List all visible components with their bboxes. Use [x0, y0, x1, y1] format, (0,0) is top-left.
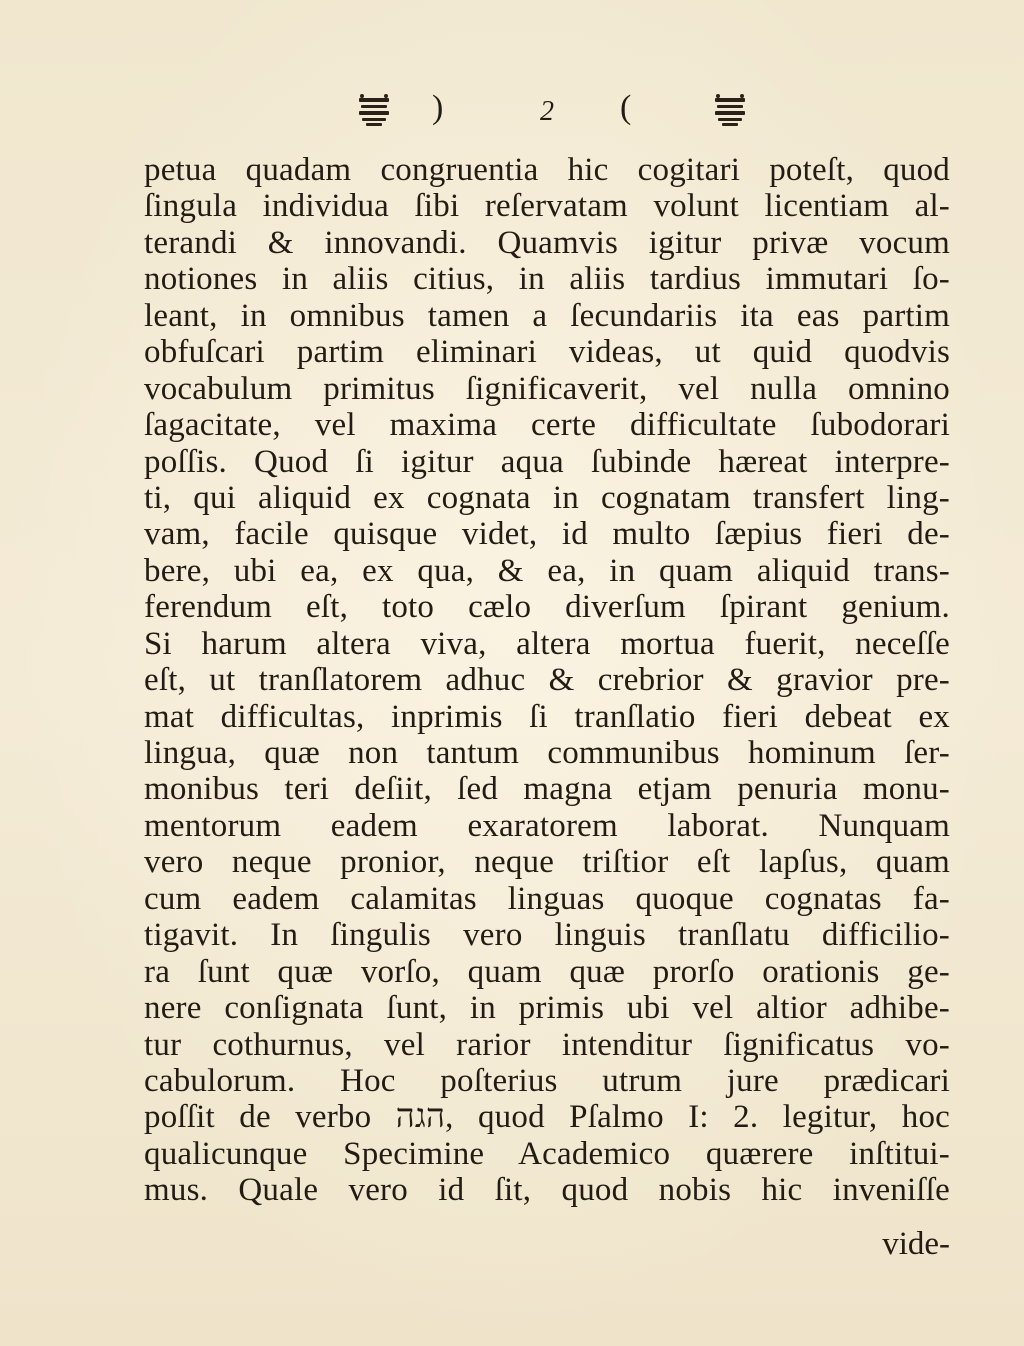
- text-line: poſſit de verbo הגה, quod Pſalmo I: 2. legitur, hoc: [144, 1099, 950, 1136]
- text-line: terandi & innovandi. Quamvis igitur privæ vocum: [144, 224, 950, 261]
- body-text: [144, 152, 950, 1209]
- text-line: vero neque pronior, neque triſtior eſt lapſus, quam: [144, 844, 950, 881]
- text-line: ſingula individua ſibi reſervatam volunt licentiam al-: [144, 188, 950, 225]
- text-line: vam, facile quisque videt, id multo ſæpius fieri de-: [144, 516, 950, 553]
- text-line: qualicunque Specimine Academico quærere inſtitui-: [144, 1135, 950, 1172]
- text-line: bere, ubi ea, ex qua, & ea, in quam aliquid trans-: [144, 552, 950, 589]
- text-line: tur cothurnus, vel rarior intenditur ſignificatus vo-: [144, 1026, 950, 1063]
- text-line: notiones in aliis citius, in aliis tardius immutari ſo-: [144, 261, 950, 298]
- text-line: leant, in omnibus tamen a ſecundariis ita eas partim: [144, 297, 950, 334]
- text-line: mus. Quale vero id ſit, quod nobis hic inveniſſe: [144, 1172, 950, 1209]
- text-line: ti, qui aliquid ex cognata in cognatam transfert ling-: [144, 479, 950, 516]
- text-line: mat difficultas, inprimis ſi tranſlatio fieri debeat ex: [144, 698, 950, 735]
- page-number: 2: [540, 96, 554, 127]
- text-line: obfuſcari partim eliminari videas, ut quid quodvis: [144, 334, 950, 371]
- fleuron-ornament-icon: [356, 94, 392, 128]
- text-line: mentorum eadem exaratorem laborat. Nunquam: [144, 807, 950, 844]
- text-line: lingua, quæ non tantum communibus hominum ſer-: [144, 735, 950, 771]
- catchword: vide-: [882, 1226, 950, 1262]
- text-line: poſſis. Quod ſi igitur aqua ſubinde hæreat interpre-: [144, 443, 950, 480]
- text-line: eſt, ut tranſlatorem adhuc & crebrior & gravior pre-: [144, 662, 950, 699]
- text-line: monibus teri deſiit, ſed magna etjam penuria monu-: [144, 771, 950, 808]
- text-line: cum eadem calamitas linguas quoque cognatas fa-: [144, 880, 950, 917]
- text-line: ferendum eſt, toto cælo diverſum ſpirant genium.: [144, 589, 950, 626]
- header-paren-left: ): [432, 89, 444, 126]
- text-line: ſagacitate, vel maxima certe difficultate ſubodorari: [144, 407, 950, 444]
- text-line: cabulorum. Hoc poſterius utrum jure prædicari: [144, 1062, 950, 1099]
- text-line: nere conſignata ſunt, in primis ubi vel altior adhibe-: [144, 990, 950, 1027]
- text-line: ra ſunt quæ vorſo, quam quæ prorſo orationis ge-: [144, 953, 950, 990]
- text-line: vocabulum primitus ſignificaverit, vel nulla omnino: [144, 370, 950, 407]
- text-line: tigavit. In ſingulis vero linguis tranſlatu difficilio-: [144, 917, 950, 954]
- page-header: [0, 86, 1024, 136]
- fleuron-ornament-icon: [712, 94, 748, 128]
- text-line: Si harum altera viva, altera mortua fuerit, neceſſe: [144, 625, 950, 662]
- text-line: petua quadam congruentia hic cogitari poteſt, quod: [144, 152, 950, 188]
- header-paren-right: (: [620, 89, 632, 126]
